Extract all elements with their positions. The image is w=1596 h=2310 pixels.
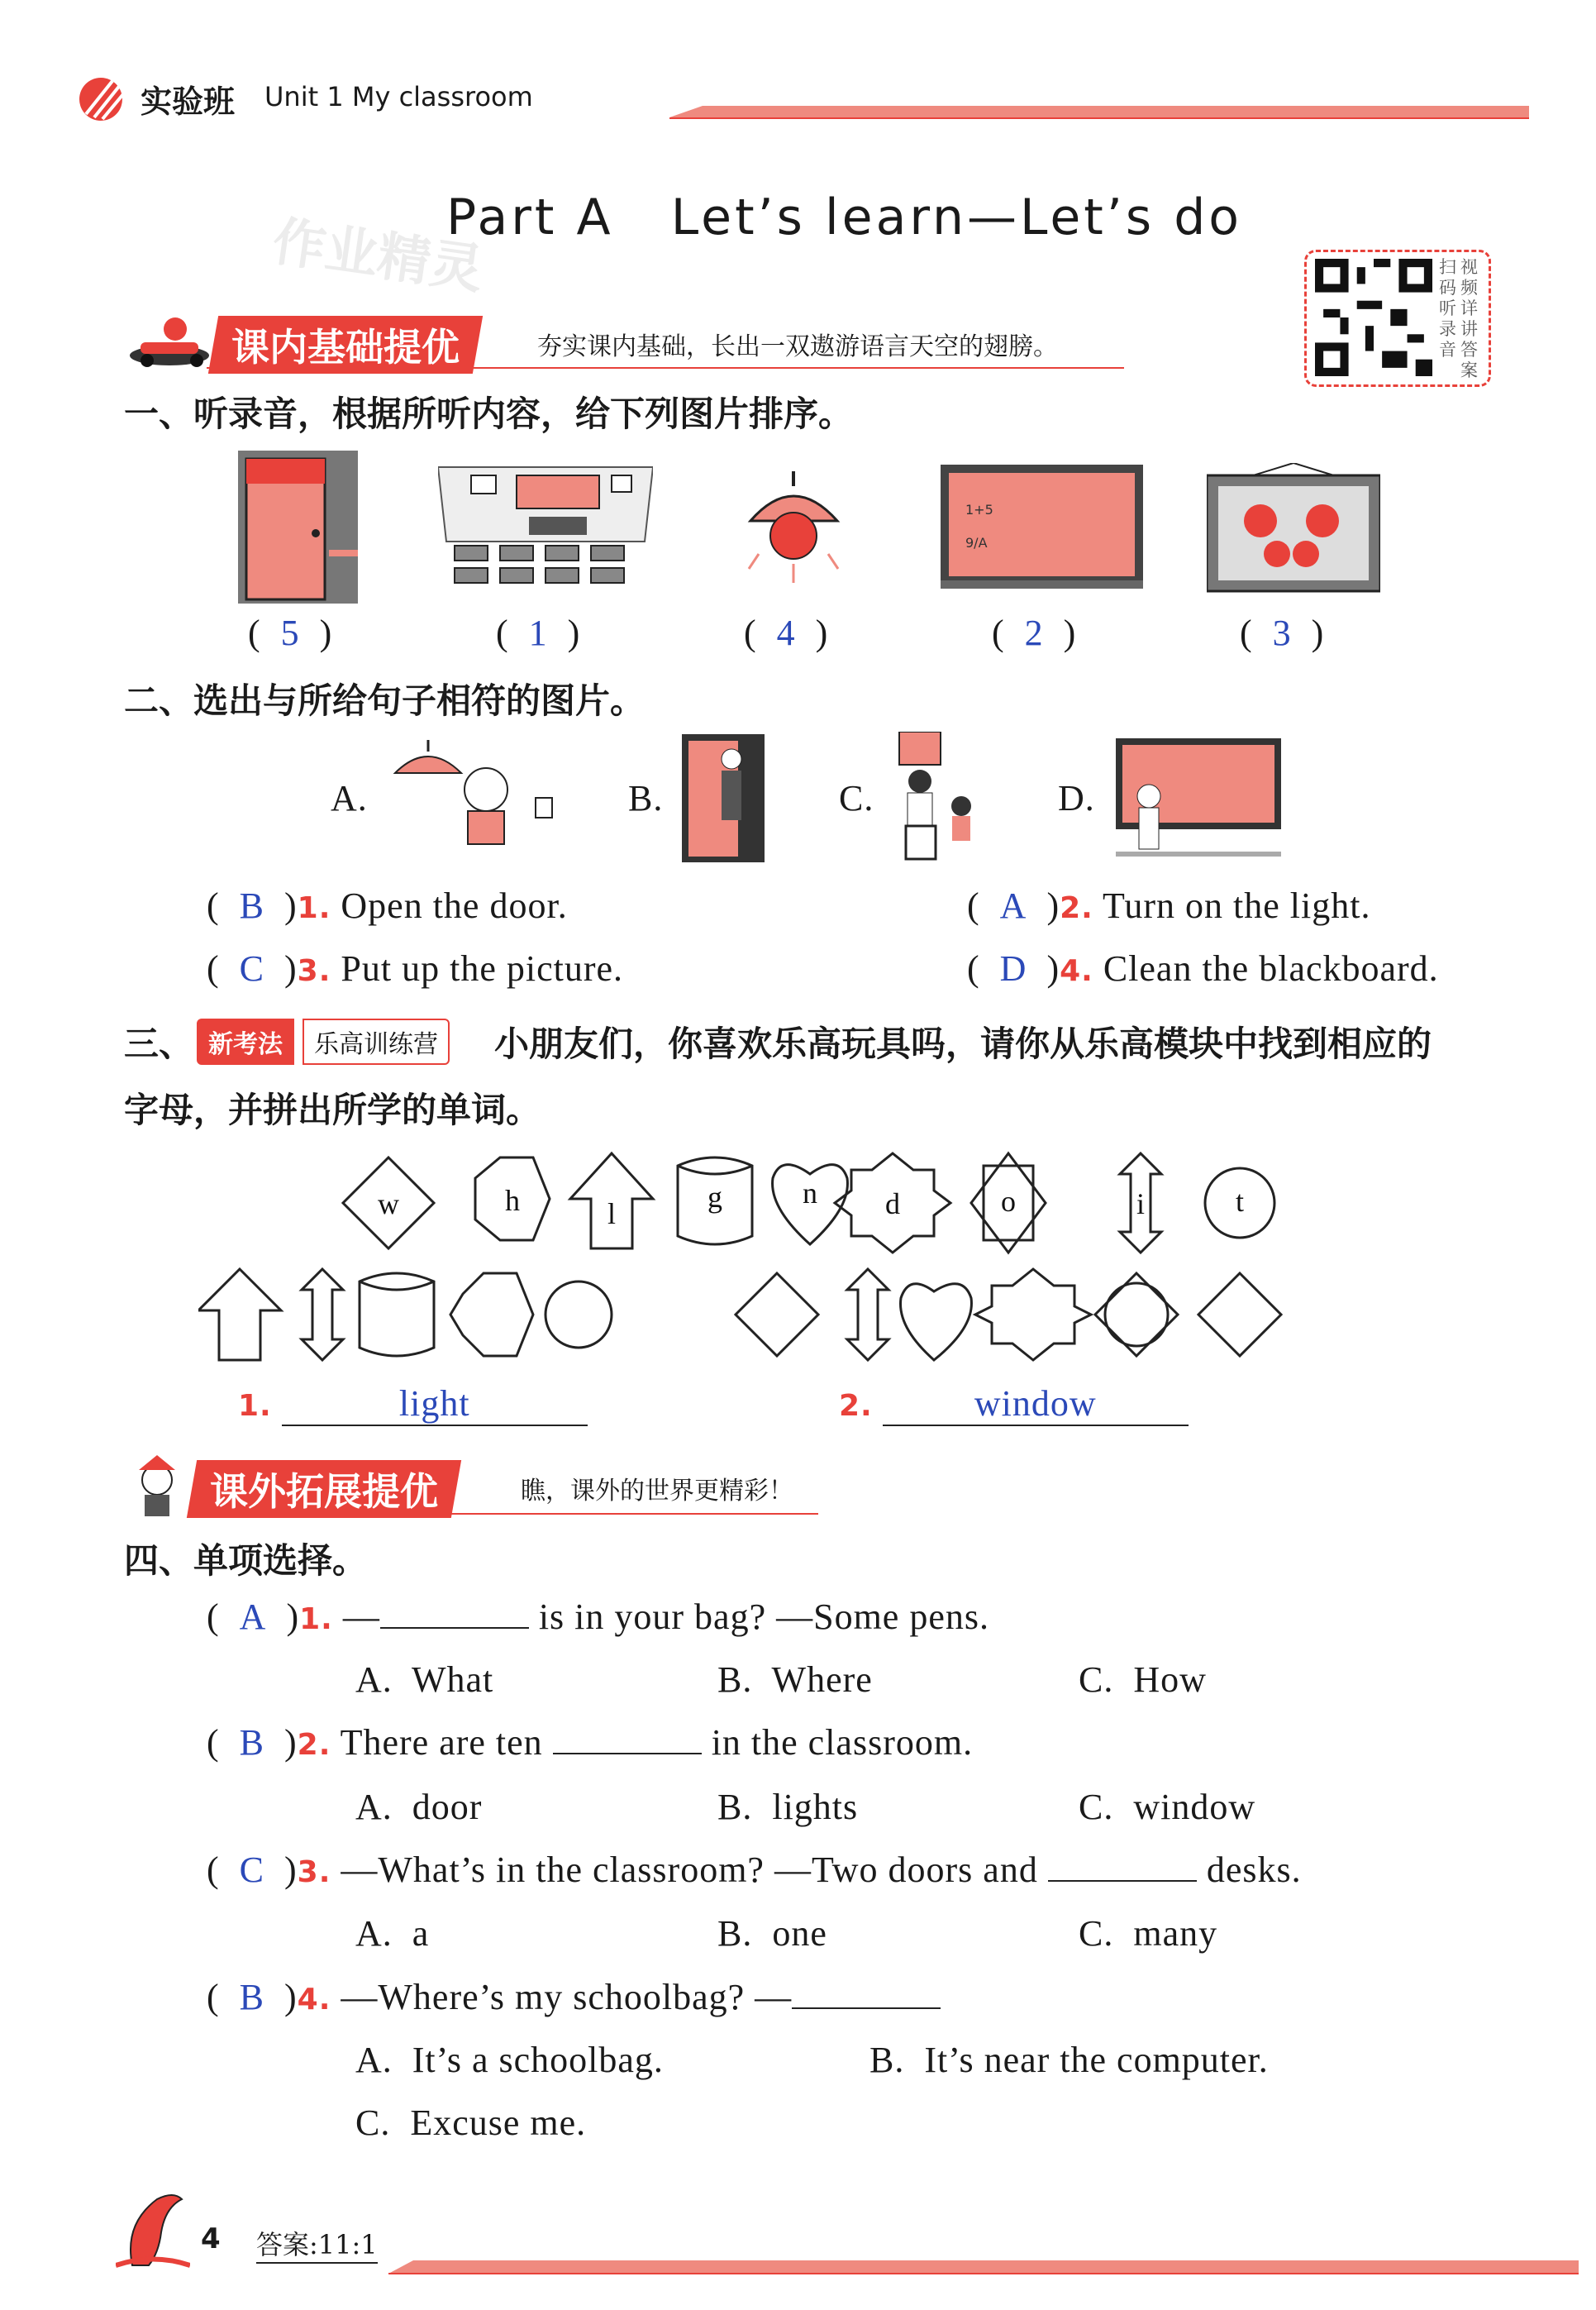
- block-letter-n: n: [803, 1176, 817, 1210]
- q2-title: 二、选出与所给句子相符的图片。: [124, 680, 646, 721]
- q2-option-b-label: B.: [628, 778, 664, 819]
- section-2-banner: 课外拓展提优: [187, 1460, 461, 1518]
- watermark: 作业精灵: [269, 211, 488, 302]
- footer-stripe: [388, 2254, 1579, 2275]
- page-number: 4: [201, 2222, 221, 2255]
- brand-name: 实验班: [141, 84, 236, 120]
- kid-with-hat-icon: [124, 1455, 190, 1521]
- q2-item-4: ( D )4. Clean the blackboard.: [967, 948, 1439, 989]
- answer-key: 答案:11:1: [256, 2224, 378, 2264]
- q4-item-4-option-a: A. It’s a schoolbag.: [355, 2040, 664, 2080]
- q4-title: 四、单项选择。: [124, 1540, 368, 1581]
- q4-item-4-option-c: C. Excuse me.: [355, 2102, 587, 2143]
- blackboard-picture: [941, 465, 1143, 593]
- section-1-header: [124, 313, 1124, 374]
- block-letter-d: d: [885, 1187, 900, 1220]
- q3-title-line2: 字母，并拼出所学的单词。: [124, 1090, 541, 1130]
- block-letter-w: w: [378, 1187, 399, 1220]
- q2-picture-b: [682, 734, 765, 862]
- q2-option-d-label: D.: [1058, 778, 1095, 819]
- q2-item-3: ( C )3. Put up the picture.: [207, 948, 624, 989]
- lego-letter-blocks: [331, 1141, 1289, 1265]
- q4-item-1: ( A )1. — is in your bag? —Some pens.: [207, 1596, 989, 1637]
- section-2-header: [124, 1455, 818, 1521]
- q4-item-4: ( B )4. —Where’s my schoolbag? —: [207, 1976, 941, 2018]
- section-1-motto: 夯实课内基础，长出一双遨游语言天空的翅膀。: [537, 332, 1058, 361]
- svg-text:9/A: 9/A: [965, 535, 988, 551]
- q4-item-3-option-a: A. a: [355, 1913, 430, 1954]
- lego-row-light: [198, 1265, 628, 1364]
- block-letter-h: h: [505, 1184, 520, 1217]
- qr-label-1: 扫码听录音: [1439, 257, 1456, 360]
- q2-option-c-label: C.: [839, 778, 874, 819]
- unit-title: Unit 1 My classroom: [264, 81, 533, 112]
- lego-row-window: [727, 1265, 1289, 1364]
- svg-text:1+5: 1+5: [965, 502, 993, 518]
- section-2-underline: [190, 1513, 818, 1515]
- q2-picture-c: [891, 732, 982, 864]
- q4-item-4-option-b: B. It’s near the computer.: [869, 2040, 1269, 2080]
- q1-answer-3: ( 4 ): [744, 613, 829, 653]
- page-header: [74, 68, 1529, 127]
- brand-logo-icon: [76, 73, 134, 122]
- q4-item-1-option-c: C. How: [1079, 1659, 1207, 1700]
- section-1-underline: [207, 367, 1124, 369]
- q1-answer-4: ( 2 ): [992, 613, 1077, 653]
- q3-answer-1-value: light: [282, 1382, 588, 1426]
- q2-picture-a: [387, 740, 560, 864]
- q4-item-3-option-b: B. one: [717, 1913, 827, 1954]
- q4-item-2-option-c: C. window: [1079, 1787, 1256, 1827]
- q3-answer-2-value: window: [883, 1382, 1189, 1426]
- q4-item-1-option-a: A. What: [355, 1659, 494, 1700]
- q2-item-1: ( B )1. Open the door.: [207, 885, 568, 926]
- block-letter-l: l: [607, 1197, 617, 1230]
- q2-item-2: ( A )2. Turn on the light.: [967, 885, 1371, 926]
- block-letter-o: o: [1001, 1185, 1016, 1218]
- door-picture: [238, 451, 358, 604]
- q4-item-1-option-b: B. Where: [717, 1659, 873, 1700]
- q1-answer-1: ( 5 ): [248, 613, 333, 653]
- q1-answer-2: ( 1 ): [496, 613, 581, 653]
- section-2-motto: 瞧，课外的世界更精彩！: [521, 1477, 793, 1506]
- racing-kid-icon: [124, 313, 215, 370]
- q2-picture-d: [1116, 738, 1281, 862]
- q3-title-line1: 小朋友们，你喜欢乐高玩具吗，请你从乐高模块中找到相应的: [494, 1024, 1432, 1064]
- classroom-picture: [438, 459, 653, 591]
- light-picture: [734, 471, 854, 587]
- block-letter-g: g: [707, 1181, 722, 1214]
- q3-prefix: 三、: [124, 1024, 194, 1064]
- q1-title: 一、听录音，根据所听内容，给下列图片排序。: [124, 394, 854, 434]
- q4-item-3-option-c: C. many: [1079, 1913, 1218, 1954]
- q1-answer-5: ( 3 ): [1240, 613, 1325, 653]
- q3-tag-lego: 乐高训练营: [303, 1019, 450, 1065]
- q3-answer-1: 1. light: [238, 1382, 588, 1426]
- q3-answer-2: 2. window: [839, 1382, 1189, 1426]
- q3-tag-new: 新考法: [197, 1019, 294, 1065]
- section-1-banner: 课内基础提优: [208, 316, 483, 374]
- family-picture: [1207, 463, 1380, 595]
- qr-code[interactable]: [1304, 250, 1491, 387]
- q4-item-2-option-a: A. door: [355, 1787, 483, 1827]
- q2-option-a-label: A.: [331, 778, 368, 819]
- q4-item-2: ( B )2. There are ten in the classroom.: [207, 1722, 974, 1763]
- q4-item-3: ( C )3. —What’s in the classroom? —Two doors and desks.: [207, 1849, 1302, 1890]
- block-letter-i: i: [1136, 1187, 1146, 1220]
- qr-label-2: 视频详讲答案: [1460, 257, 1478, 380]
- q4-item-2-option-b: B. lights: [717, 1787, 859, 1827]
- dolphin-icon: [116, 2183, 190, 2274]
- header-stripe: [669, 101, 1529, 121]
- qr-image: [1315, 259, 1432, 376]
- page-title: Part A Let’s learn—Let’s do: [446, 189, 1243, 246]
- block-letter-t: t: [1235, 1185, 1245, 1218]
